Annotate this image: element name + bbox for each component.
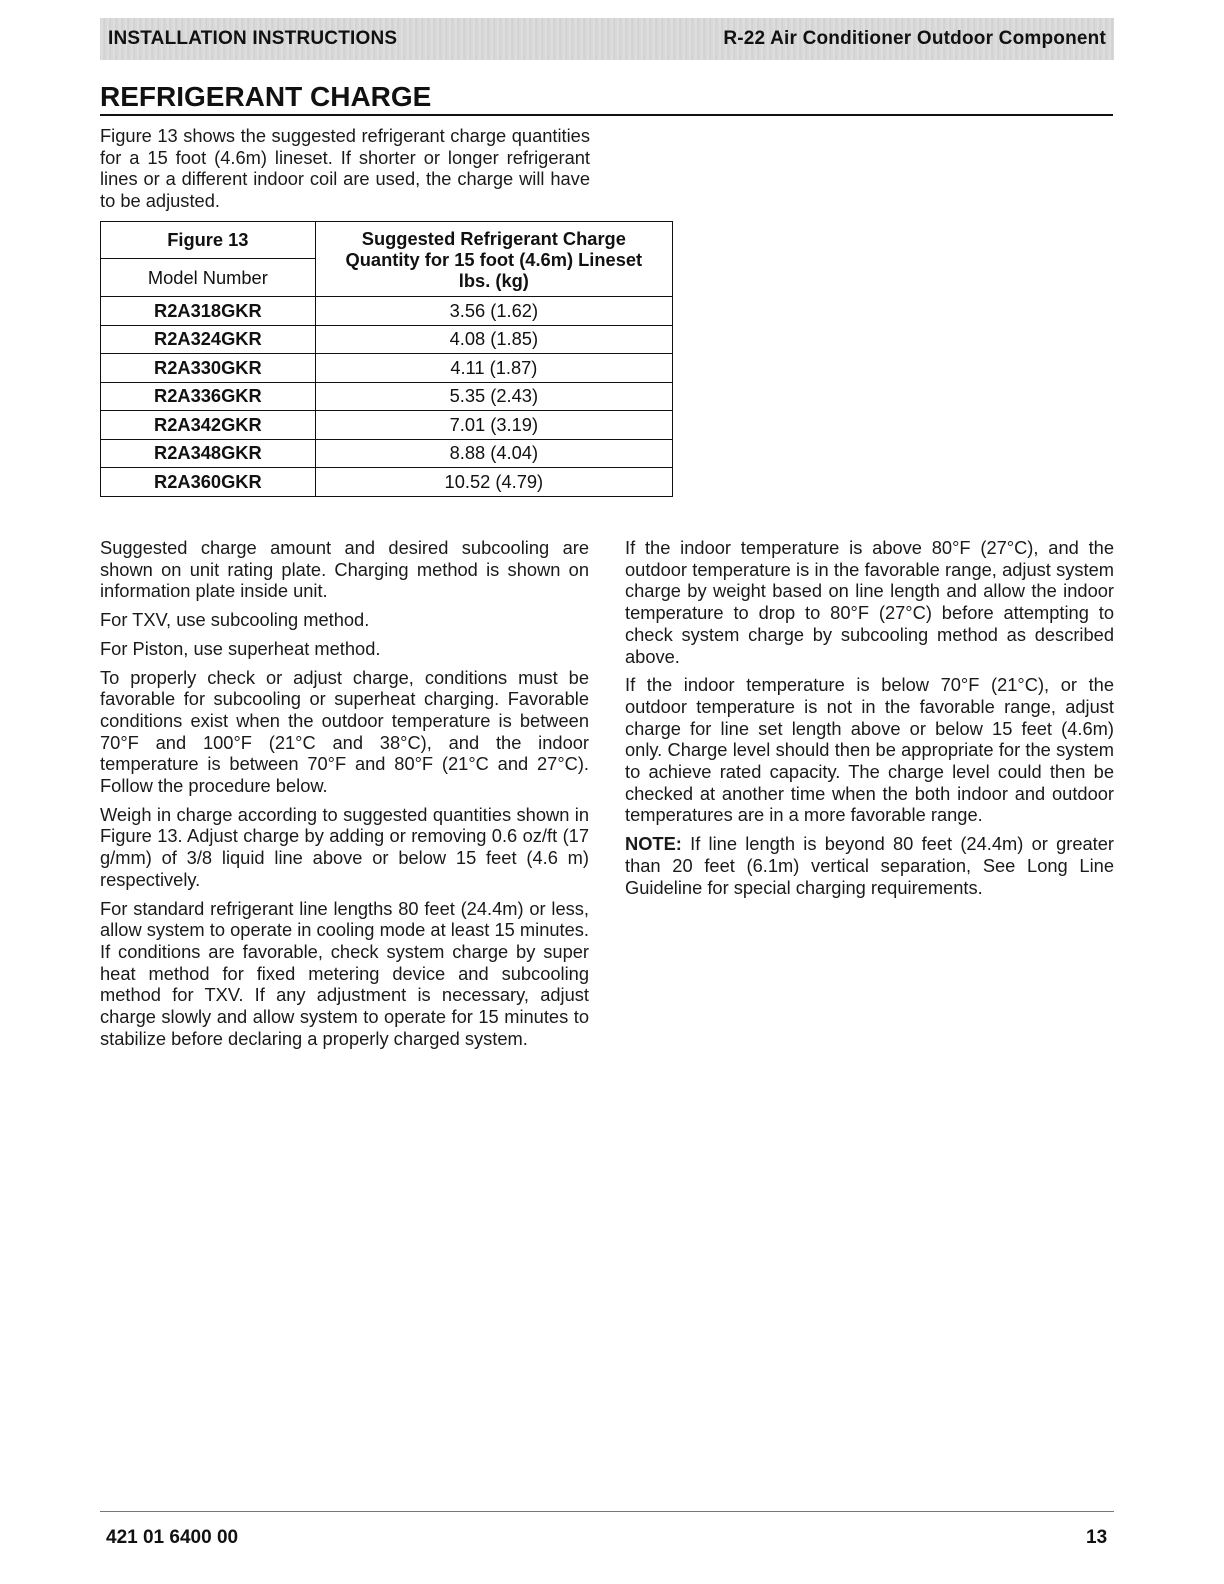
section-title: REFRIGERANT CHARGE xyxy=(100,80,1113,116)
figure-label: Figure 13 xyxy=(101,222,316,259)
model-number-cell: R2A324GKR xyxy=(101,325,316,354)
body-paragraph: For TXV, use subcooling method. xyxy=(100,609,370,631)
charge-quantity-cell: 8.88 (4.04) xyxy=(315,439,672,468)
charge-quantity-cell: 4.11 (1.87) xyxy=(315,354,672,383)
charge-quantity-cell: 5.35 (2.43) xyxy=(315,382,672,411)
page-number: 13 xyxy=(1086,1527,1108,1548)
model-number-cell: R2A342GKR xyxy=(101,411,316,440)
footer-divider xyxy=(100,1511,1114,1512)
model-number-cell: R2A360GKR xyxy=(101,468,316,497)
body-paragraph: If the indoor temperature is below 70°F (21°C), or the outdoor temperature is not in the favorable range, adjust charge for line set length above or below 15 feet (4.6m) only. Charge level should then be appropriate for the system to achieve rated capacity. The charge level could then be checked at another time when the both indoor and outdoor temperatures are in a more favorable range. xyxy=(625,674,1114,826)
model-number-cell: R2A318GKR xyxy=(101,297,316,326)
charge-header-line: Quantity for 15 foot (4.6m) Lineset xyxy=(345,248,643,270)
header-product-name: R-22 Air Conditioner Outdoor Component xyxy=(723,28,1106,49)
right-text-column xyxy=(625,537,1114,905)
model-number-cell: R2A336GKR xyxy=(101,382,316,411)
note-paragraph xyxy=(625,833,1114,898)
model-column-header: Model Number xyxy=(101,259,316,297)
charge-quantity-cell: 7.01 (3.19) xyxy=(315,411,672,440)
body-paragraph: If the indoor temperature is above 80°F (27°C), and the outdoor temperature is in the favorable range, adjust system charge by weight based on line length and allow the indoor temperature to drop to 80°F (27°C) before attempting to check system charge by subcooling method as described above. xyxy=(625,537,1114,667)
charge-quantity-cell: 3.56 (1.62) xyxy=(315,297,672,326)
table-row xyxy=(101,325,673,354)
model-number-cell: R2A330GKR xyxy=(101,354,316,383)
table-row xyxy=(101,439,673,468)
note-text: If line length is beyond 80 feet (24.4m) or greater than 20 feet (6.1m) vertical separation, See Long Line Guideline for special charging requirements. xyxy=(625,833,1114,898)
body-paragraph: For standard refrigerant line lengths 80 feet (24.4m) or less, allow system to operate in cooling mode at least 15 minutes. If conditions are favorable, check system charge by super heat method for fixed metering device and subcooling method for TXV. If any adjustment is necessary, adjust charge slowly and allow system to operate for 15 minutes to stabilize before declaring a properly charged system. xyxy=(100,897,589,1049)
charge-header-units: lbs. (kg) xyxy=(458,269,529,291)
table-row xyxy=(101,468,673,497)
body-paragraph: To properly check or adjust charge, conditions must be favorable for subcooling or superheat charging. Favorable conditions exist when the outdoor temperature is between 70°F and 100°F (21°C and 38°C), and the indoor temperature is between 70°F and 80°F (21°C and 27°C). Follow the procedure below. xyxy=(100,666,589,797)
page-header xyxy=(100,18,1114,60)
intro-paragraph: Figure 13 shows the suggested refrigerant charge quantities for a 15 foot (4.6m) lineset. If shorter or longer refrigerant lines or a different indoor coil are used, the charge will have to be adjusted. xyxy=(100,125,590,212)
table-row xyxy=(101,411,673,440)
refrigerant-charge-table xyxy=(100,221,673,497)
table-row xyxy=(101,297,673,326)
charge-quantity-cell: 4.08 (1.85) xyxy=(315,325,672,354)
document-number: 421 01 6400 00 xyxy=(106,1527,239,1548)
model-number-cell: R2A348GKR xyxy=(101,439,316,468)
body-paragraph: Suggested charge amount and desired subcooling are shown on unit rating plate. Charging method is shown on information plate inside unit. xyxy=(100,537,589,602)
charge-quantity-cell: 10.52 (4.79) xyxy=(315,468,672,497)
note-label: NOTE: xyxy=(625,833,682,855)
charge-column-header xyxy=(315,222,672,297)
table-row xyxy=(101,354,673,383)
header-document-type: INSTALLATION INSTRUCTIONS xyxy=(108,28,398,49)
left-text-column xyxy=(100,537,589,1056)
body-paragraph: Weigh in charge according to suggested quantities shown in Figure 13. Adjust charge by adding or removing 0.6 oz/ft (17 g/mm) of 3/8 liquid line above or below 15 feet (4.6 m) respectively. xyxy=(100,803,589,890)
charge-header-line: Suggested Refrigerant Charge xyxy=(361,227,626,249)
body-paragraph: For Piston, use superheat method. xyxy=(100,637,381,659)
table-row xyxy=(101,382,673,411)
